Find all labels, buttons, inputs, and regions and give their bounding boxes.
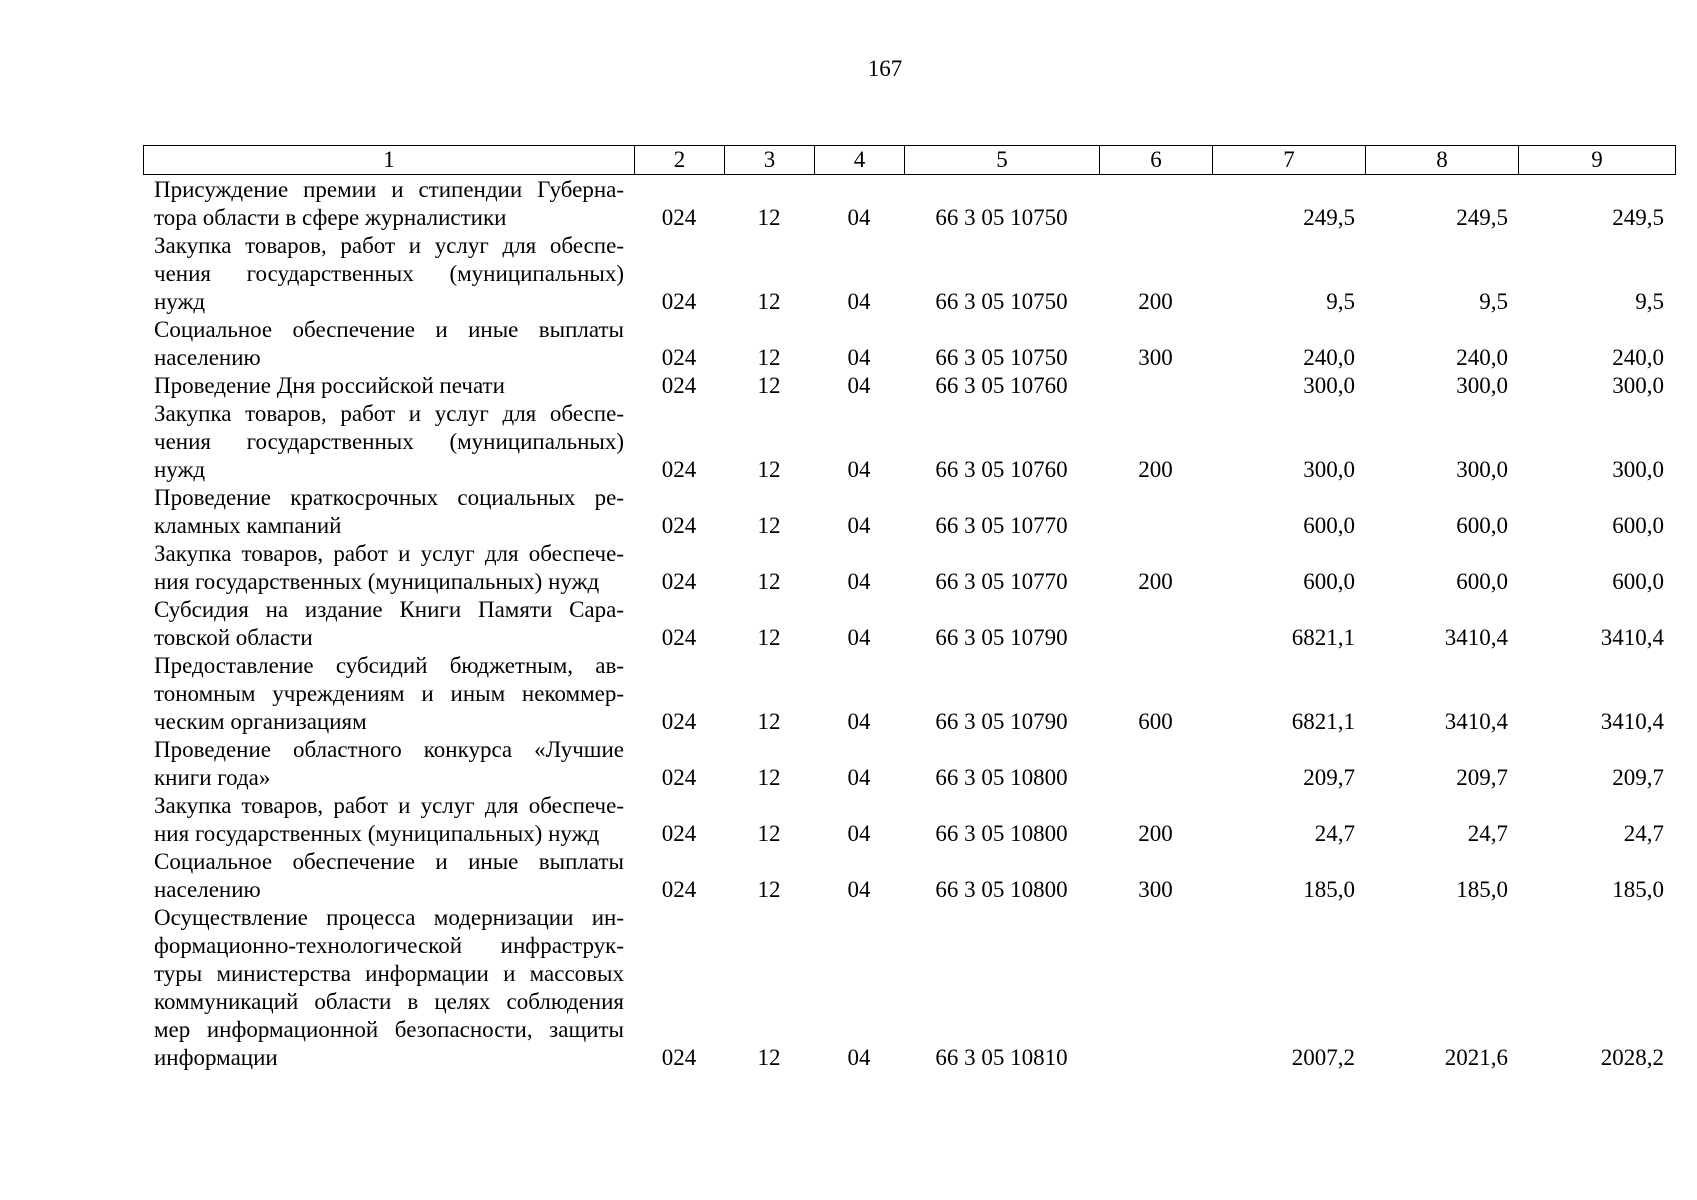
amount-col-8: 300,0 xyxy=(1456,457,1508,482)
table-row xyxy=(143,540,1674,596)
expense-type-code: 200 xyxy=(1138,569,1173,594)
amount-col-8: 209,7 xyxy=(1456,765,1508,790)
table-header xyxy=(143,145,1676,175)
target-article-code: 66 3 05 10750 xyxy=(935,345,1068,370)
page-number: 167 xyxy=(867,56,903,81)
table-row xyxy=(143,736,1674,792)
expense-name-line: формационно-технологической инфраструк- xyxy=(154,933,624,958)
expense-name xyxy=(143,540,634,596)
subsection-code: 04 xyxy=(847,1045,871,1070)
target-article-code: 66 3 05 10810 xyxy=(935,1045,1068,1070)
amount-col-8: 600,0 xyxy=(1456,569,1508,594)
amount-col-9: 3410,4 xyxy=(1600,625,1664,650)
subsection-code: 04 xyxy=(847,821,871,846)
amount-col-8: 24,7 xyxy=(1467,821,1508,846)
section-code: 12 xyxy=(757,513,781,538)
target-article-code: 66 3 05 10750 xyxy=(935,205,1068,230)
amount-col-9: 24,7 xyxy=(1623,821,1664,846)
ministry-code: 024 xyxy=(661,289,697,314)
expense-name-line: Закупка товаров, работ и услуг для обеспече- xyxy=(154,541,624,566)
expense-name xyxy=(143,484,634,540)
expense-name xyxy=(143,176,634,232)
target-article-code: 66 3 05 10750 xyxy=(935,289,1068,314)
amount-col-8: 185,0 xyxy=(1456,877,1508,902)
expense-name-line: Проведение краткосрочных социальных ре- xyxy=(154,485,624,510)
budget-table-body xyxy=(143,176,1674,1072)
section-code: 12 xyxy=(757,877,781,902)
subsection-code: 04 xyxy=(847,765,871,790)
amount-col-7: 209,7 xyxy=(1303,765,1355,790)
target-article-code: 66 3 05 10760 xyxy=(935,457,1068,482)
expense-name xyxy=(143,400,634,484)
amount-col-9: 9,5 xyxy=(1635,289,1664,314)
expense-type-code: 200 xyxy=(1138,821,1173,846)
expense-name-line: туры министерства информации и массовых xyxy=(154,961,624,986)
section-code: 12 xyxy=(757,373,781,398)
expense-name-line: тономным учреждениям и иным некоммер- xyxy=(154,681,624,706)
expense-name-line: Проведение Дня российской печати xyxy=(154,373,505,398)
ministry-code: 024 xyxy=(661,569,697,594)
expense-name-line: Социальное обеспечение и иные выплаты xyxy=(154,849,624,874)
amount-col-8: 3410,4 xyxy=(1444,625,1508,650)
subsection-code: 04 xyxy=(847,457,871,482)
amount-col-8: 300,0 xyxy=(1456,373,1508,398)
section-code: 12 xyxy=(757,205,781,230)
column-header-7: 7 xyxy=(1213,146,1366,174)
ministry-code: 024 xyxy=(661,625,697,650)
table-row xyxy=(143,316,1674,372)
expense-name xyxy=(143,792,634,848)
section-code: 12 xyxy=(757,457,781,482)
expense-name-line: Проведение областного конкурса «Лучшие xyxy=(154,737,624,762)
amount-col-9: 185,0 xyxy=(1612,877,1664,902)
target-article-code: 66 3 05 10770 xyxy=(935,513,1068,538)
amount-col-9: 3410,4 xyxy=(1600,709,1664,734)
expense-name-line: нужд xyxy=(154,457,206,482)
expense-type-code: 600 xyxy=(1138,709,1173,734)
ministry-code: 024 xyxy=(661,373,697,398)
section-code: 12 xyxy=(757,765,781,790)
ministry-code: 024 xyxy=(661,345,697,370)
expense-name-line: Закупка товаров, работ и услуг для обеспече- xyxy=(154,793,624,818)
expense-name-line: нужд xyxy=(154,289,206,314)
expense-name-line: ческим организациям xyxy=(154,709,367,734)
amount-col-9: 240,0 xyxy=(1612,345,1664,370)
amount-col-9: 600,0 xyxy=(1612,513,1664,538)
section-code: 12 xyxy=(757,1045,781,1070)
expense-name-line: ния государственных (муниципальных) нужд xyxy=(154,821,600,846)
column-header-5: 5 xyxy=(905,146,1100,174)
section-code: 12 xyxy=(757,345,781,370)
amount-col-7: 600,0 xyxy=(1303,513,1355,538)
expense-name-line: чения государственных (муниципальных) xyxy=(154,261,624,286)
target-article-code: 66 3 05 10800 xyxy=(935,765,1068,790)
target-article-code: 66 3 05 10760 xyxy=(935,373,1068,398)
amount-col-8: 3410,4 xyxy=(1444,709,1508,734)
expense-name-line: населению xyxy=(154,877,261,902)
ministry-code: 024 xyxy=(661,877,697,902)
subsection-code: 04 xyxy=(847,373,871,398)
amount-col-9: 2028,2 xyxy=(1600,1045,1664,1070)
expense-name-line: книги года» xyxy=(154,765,271,790)
amount-col-7: 600,0 xyxy=(1303,569,1355,594)
expense-name-line: Предоставление субсидий бюджетным, ав- xyxy=(154,653,624,678)
section-code: 12 xyxy=(757,289,781,314)
expense-name-line: ния государственных (муниципальных) нужд xyxy=(154,569,600,594)
expense-name-line: Присуждение премии и стипендии Губерна- xyxy=(154,177,624,202)
table-row xyxy=(143,596,1674,652)
expense-name-line: коммуникаций области в целях соблюдения xyxy=(154,989,624,1014)
expense-name-line: населению xyxy=(154,345,261,370)
expense-name xyxy=(143,316,634,372)
subsection-code: 04 xyxy=(847,205,871,230)
expense-name-line: кламных кампаний xyxy=(154,513,342,538)
amount-col-9: 600,0 xyxy=(1612,569,1664,594)
target-article-code: 66 3 05 10790 xyxy=(935,625,1068,650)
expense-name-line: Закупка товаров, работ и услуг для обеспе- xyxy=(154,401,624,426)
expense-name-line: чения государственных (муниципальных) xyxy=(154,429,624,454)
expense-name-line: Закупка товаров, работ и услуг для обеспе- xyxy=(154,233,624,258)
expense-name xyxy=(143,848,634,904)
amount-col-7: 6821,1 xyxy=(1291,709,1355,734)
expense-name xyxy=(143,232,634,316)
column-header-6: 6 xyxy=(1100,146,1213,174)
ministry-code: 024 xyxy=(661,205,697,230)
ministry-code: 024 xyxy=(661,821,697,846)
amount-col-7: 249,5 xyxy=(1303,205,1355,230)
expense-name-line: Субсидия на издание Книги Памяти Сара- xyxy=(154,597,624,622)
amount-col-8: 240,0 xyxy=(1456,345,1508,370)
table-row xyxy=(143,792,1674,848)
ministry-code: 024 xyxy=(661,457,697,482)
amount-col-9: 300,0 xyxy=(1612,373,1664,398)
amount-col-9: 209,7 xyxy=(1612,765,1664,790)
expense-type-code: 300 xyxy=(1138,877,1173,902)
amount-col-7: 300,0 xyxy=(1303,457,1355,482)
subsection-code: 04 xyxy=(847,289,871,314)
expense-name-line: информации xyxy=(154,1045,278,1070)
amount-col-8: 249,5 xyxy=(1456,205,1508,230)
column-header-3: 3 xyxy=(725,146,815,174)
table-row xyxy=(143,400,1674,484)
section-code: 12 xyxy=(757,821,781,846)
column-header-9: 9 xyxy=(1591,147,1603,172)
target-article-code: 66 3 05 10800 xyxy=(935,877,1068,902)
target-article-code: 66 3 05 10770 xyxy=(935,569,1068,594)
amount-col-8: 2021,6 xyxy=(1444,1045,1508,1070)
table-row xyxy=(143,372,1674,400)
column-header-8: 8 xyxy=(1366,146,1519,174)
ministry-code: 024 xyxy=(661,513,697,538)
expense-name xyxy=(143,652,634,736)
expense-name-line: тора области в сфере журналистики xyxy=(154,205,507,230)
amount-col-7: 185,0 xyxy=(1303,877,1355,902)
table-row xyxy=(143,232,1674,316)
table-row xyxy=(143,848,1674,904)
amount-col-9: 249,5 xyxy=(1612,205,1664,230)
section-code: 12 xyxy=(757,709,781,734)
column-header-2: 2 xyxy=(635,146,725,174)
expense-name-line: мер информационной безопасности, защиты xyxy=(154,1017,624,1042)
amount-col-9: 300,0 xyxy=(1612,457,1664,482)
table-row xyxy=(143,904,1674,1072)
expense-name-line: товской области xyxy=(154,625,313,650)
expense-type-code: 300 xyxy=(1138,345,1173,370)
subsection-code: 04 xyxy=(847,569,871,594)
section-code: 12 xyxy=(757,625,781,650)
amount-col-8: 9,5 xyxy=(1479,289,1508,314)
subsection-code: 04 xyxy=(847,625,871,650)
amount-col-7: 240,0 xyxy=(1303,345,1355,370)
amount-col-7: 2007,2 xyxy=(1291,1045,1355,1070)
ministry-code: 024 xyxy=(661,1045,697,1070)
expense-name-line: Социальное обеспечение и иные выплаты xyxy=(154,317,624,342)
subsection-code: 04 xyxy=(847,513,871,538)
table-row xyxy=(143,652,1674,736)
subsection-code: 04 xyxy=(847,709,871,734)
target-article-code: 66 3 05 10800 xyxy=(935,821,1068,846)
target-article-code: 66 3 05 10790 xyxy=(935,709,1068,734)
expense-type-code: 200 xyxy=(1138,457,1173,482)
column-header-1: 1 xyxy=(144,146,635,174)
expense-name xyxy=(143,904,634,1072)
amount-col-7: 9,5 xyxy=(1326,289,1355,314)
section-code: 12 xyxy=(757,569,781,594)
amount-col-7: 6821,1 xyxy=(1291,625,1355,650)
ministry-code: 024 xyxy=(661,765,697,790)
expense-name xyxy=(143,736,634,792)
subsection-code: 04 xyxy=(847,345,871,370)
subsection-code: 04 xyxy=(847,877,871,902)
amount-col-7: 300,0 xyxy=(1303,373,1355,398)
expense-type-code: 200 xyxy=(1138,289,1173,314)
expense-name xyxy=(143,372,634,400)
column-header-4: 4 xyxy=(815,146,905,174)
expense-name-line: Осуществление процесса модернизации ин- xyxy=(154,905,624,930)
table-row xyxy=(143,176,1674,232)
ministry-code: 024 xyxy=(661,709,697,734)
amount-col-8: 600,0 xyxy=(1456,513,1508,538)
expense-name xyxy=(143,596,634,652)
table-row xyxy=(143,484,1674,540)
amount-col-7: 24,7 xyxy=(1314,821,1355,846)
